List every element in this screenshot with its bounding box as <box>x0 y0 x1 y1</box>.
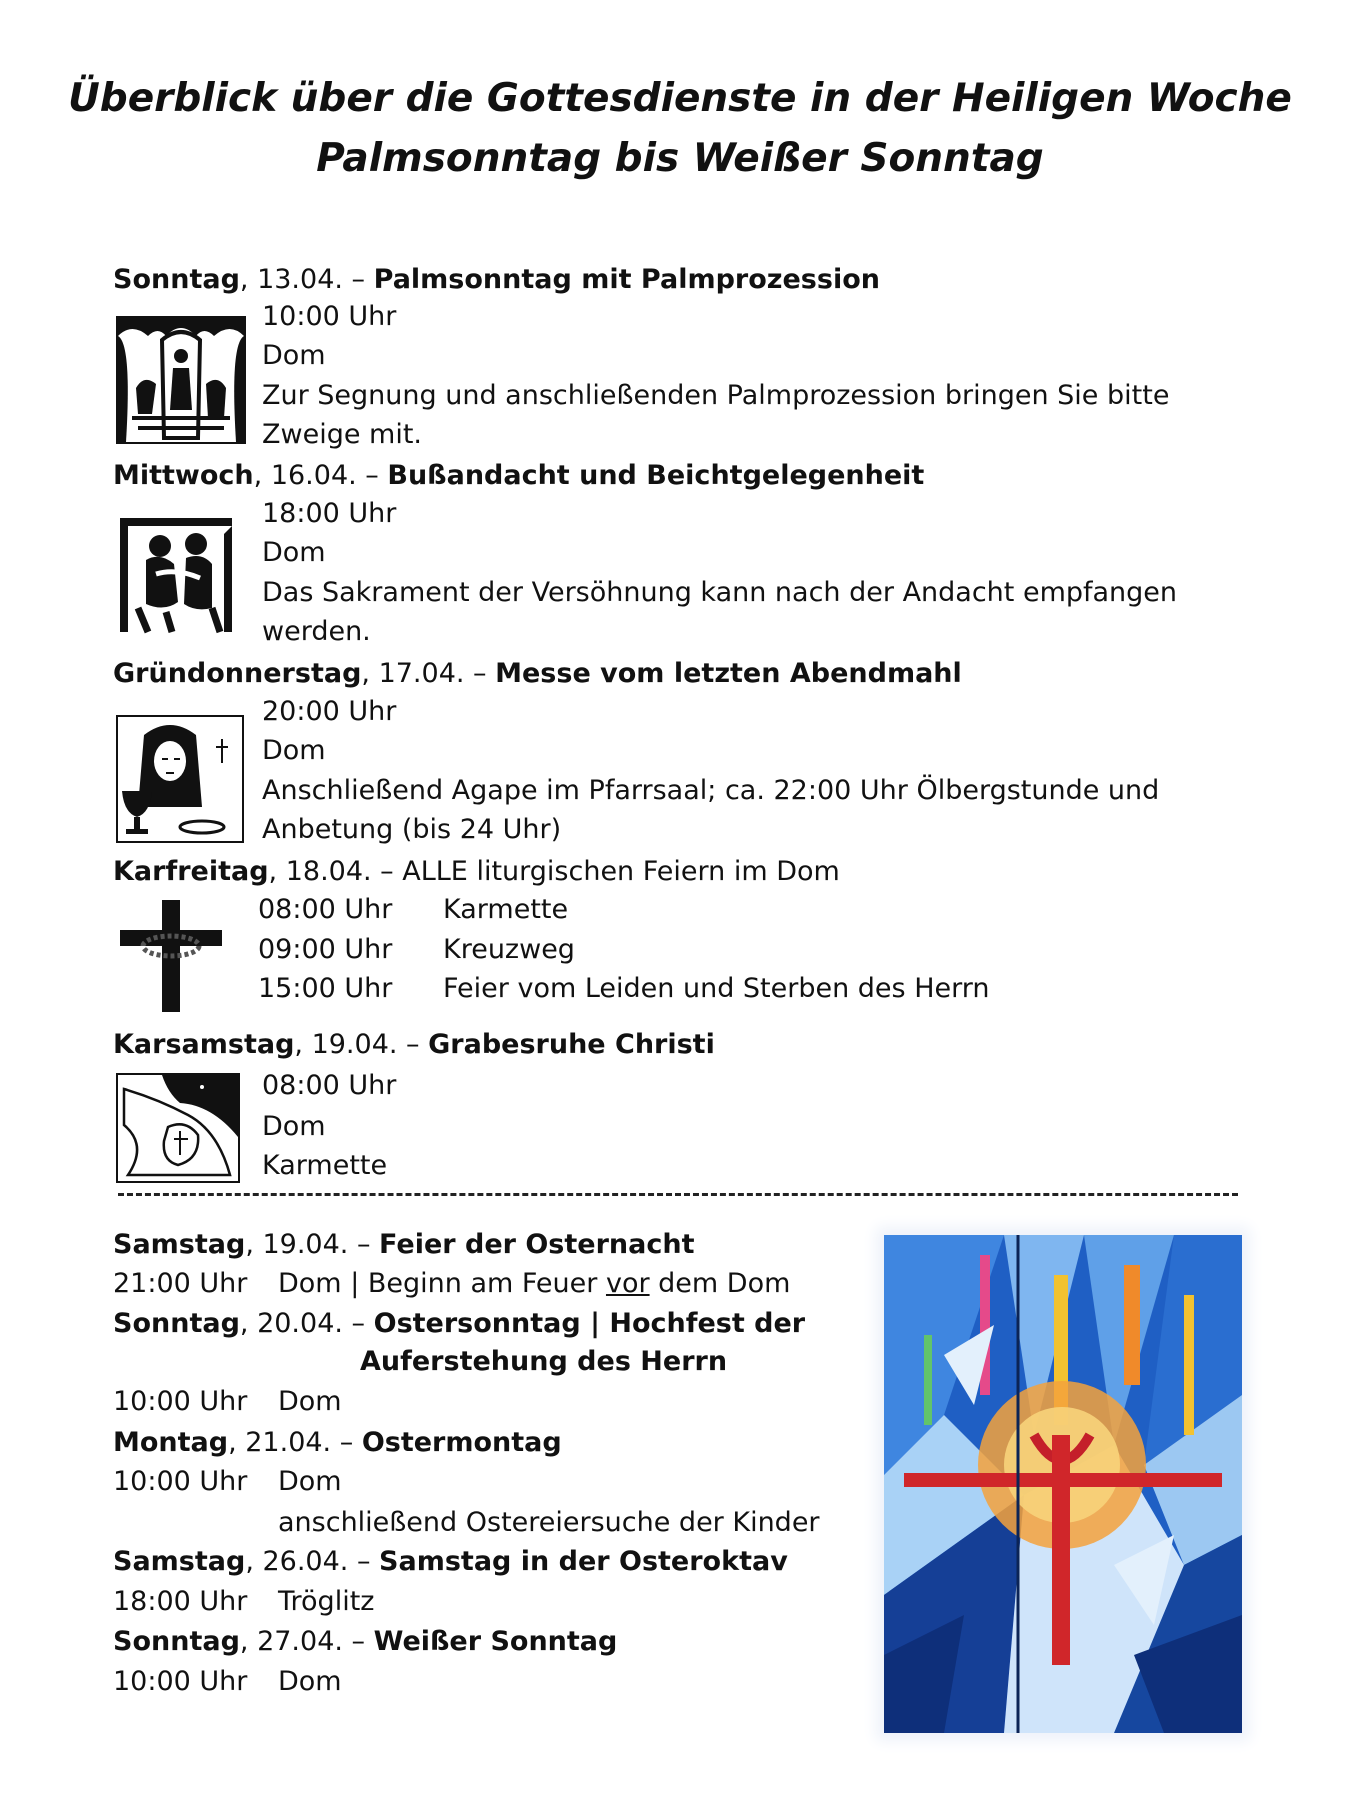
event-name: Bußandacht und Beichtgelegenheit <box>387 460 925 491</box>
event-place: Dom <box>262 735 326 766</box>
event-date: , 20.04. – <box>239 1308 374 1339</box>
event-place: Tröglitz <box>278 1586 375 1617</box>
event-time: 21:00 Uhr <box>113 1268 248 1299</box>
easter-heading-ostersonntag <box>113 1305 805 1343</box>
event-place: Dom <box>278 1666 342 1697</box>
event-name: Messe vom letzten Abendmahl <box>495 658 962 689</box>
tomb-icon <box>116 1073 240 1183</box>
event-time: 08:00 Uhr <box>262 1070 397 1101</box>
event-date: , 19.04. – <box>294 1029 429 1060</box>
event-date: , 17.04. – <box>361 658 496 689</box>
event-day: Sonntag <box>113 1308 240 1339</box>
event-day: Mittwoch <box>113 460 254 491</box>
event-heading-karfreitag <box>113 853 840 891</box>
event-note-cont: werden. <box>262 616 371 647</box>
schedule-label: Feier vom Leiden und Sterben des Herrn <box>443 973 990 1004</box>
page-subtitle: Palmsonntag bis Weißer Sonntag <box>316 136 1044 181</box>
event-name: Samstag in der Osteroktav <box>379 1546 788 1577</box>
event-date: , 16.04. – <box>253 460 388 491</box>
event-note: Karmette <box>262 1150 388 1181</box>
schedule-time: 15:00 Uhr <box>258 973 393 1004</box>
event-place: Dom <box>262 340 326 371</box>
event-place: Dom <box>278 1466 342 1497</box>
stained-glass-resurrection-cross-image <box>884 1235 1242 1733</box>
event-heading-mittwoch <box>113 457 924 495</box>
palm-procession-icon <box>116 316 246 444</box>
event-heading-gruendonnerstag <box>113 655 962 693</box>
event-note-cont: Anbetung (bis 24 Uhr) <box>262 814 562 845</box>
event-date: , 27.04. – <box>239 1626 374 1657</box>
schedule-label: Karmette <box>443 894 569 925</box>
event-day: Karsamstag <box>113 1029 295 1060</box>
event-name: Grabesruhe Christi <box>428 1029 715 1060</box>
event-heading-palmsonntag <box>113 261 880 299</box>
event-name-cont: Auferstehung des Herrn <box>360 1346 728 1377</box>
event-date: , 13.04. – <box>239 264 374 295</box>
event-time: 10:00 Uhr <box>113 1386 248 1417</box>
event-note: Anschließend Agape im Pfarrsaal; ca. 22:00 Uhr Ölbergstunde und <box>262 775 1160 806</box>
event-place: Dom <box>278 1386 342 1417</box>
event-note: Das Sakrament der Versöhnung kann nach der Andacht empfangen <box>262 577 1178 608</box>
event-heading-karsamstag <box>113 1026 715 1064</box>
schedule-label: Kreuzweg <box>443 934 575 965</box>
event-time: 10:00 Uhr <box>113 1466 248 1497</box>
schedule-time: 08:00 Uhr <box>258 894 393 925</box>
event-name: Palmsonntag mit Palmprozession <box>373 264 880 295</box>
event-date: , 26.04. – <box>245 1546 380 1577</box>
event-day: Montag <box>113 1427 229 1458</box>
cross-with-crown-of-thorns-icon <box>116 900 226 1012</box>
easter-heading-osternacht <box>113 1226 694 1264</box>
last-supper-chalice-icon <box>116 715 244 843</box>
event-name: Weißer Sonntag <box>373 1626 618 1657</box>
event-time: 10:00 Uhr <box>113 1666 248 1697</box>
section-separator <box>118 1193 1238 1196</box>
easter-heading-weisser-sonntag <box>113 1623 617 1661</box>
event-day: Karfreitag <box>113 856 269 887</box>
event-name: Ostersonntag | Hochfest der <box>373 1308 806 1339</box>
event-place: Dom | Beginn am Feuer vor dem Dom <box>278 1268 791 1299</box>
event-note: Zur Segnung und anschließenden Palmprozession bringen Sie bitte <box>262 380 1170 411</box>
easter-heading-osteroktav <box>113 1543 788 1581</box>
event-day: Sonntag <box>113 1626 240 1657</box>
event-name: Feier der Osternacht <box>379 1229 695 1260</box>
event-time: 20:00 Uhr <box>262 696 397 727</box>
event-day: Sonntag <box>113 264 240 295</box>
event-date: , 21.04. – <box>228 1427 362 1458</box>
easter-heading-ostermontag <box>113 1424 562 1462</box>
event-date: , 19.04. – <box>245 1229 380 1260</box>
confession-icon <box>116 512 242 636</box>
event-day: Gründonnerstag <box>113 658 362 689</box>
schedule-time: 09:00 Uhr <box>258 934 393 965</box>
event-day: Samstag <box>113 1229 246 1260</box>
event-day: Samstag <box>113 1546 246 1577</box>
page-title: Überblick über die Gottesdienste in der Heiligen Woche <box>68 76 1292 121</box>
event-name: Ostermontag <box>361 1427 562 1458</box>
event-place: Dom <box>262 537 326 568</box>
event-time: 10:00 Uhr <box>262 301 397 332</box>
event-note: anschließend Ostereiersuche der Kinder <box>278 1507 820 1538</box>
event-date: , 18.04. – ALLE liturgischen Feiern im Dom <box>268 856 840 887</box>
event-note-cont: Zweige mit. <box>262 419 422 450</box>
event-time: 18:00 Uhr <box>262 498 397 529</box>
event-place: Dom <box>262 1111 326 1142</box>
event-time: 18:00 Uhr <box>113 1586 248 1617</box>
